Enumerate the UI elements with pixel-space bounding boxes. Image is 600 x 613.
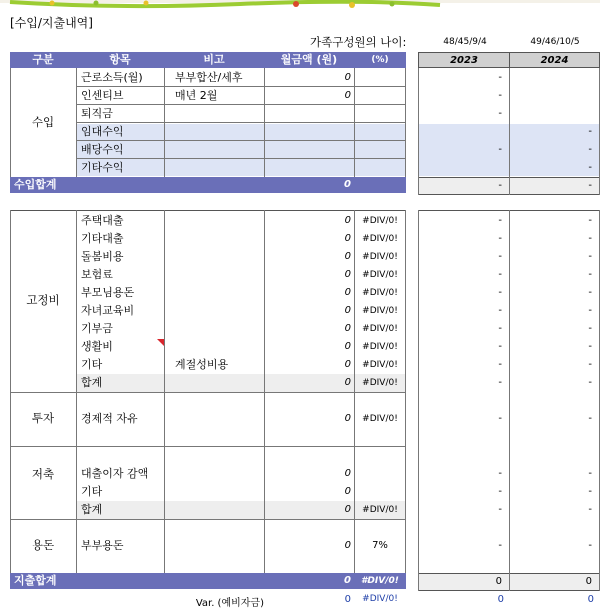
header-item: 항목 — [76, 52, 164, 68]
fixed-2023: - — [498, 233, 502, 244]
grid-line — [405, 210, 406, 573]
fixed-amount[interactable]: 0 — [344, 287, 351, 298]
variance-label: Var. (예비자금) — [195, 598, 264, 609]
income-amount[interactable]: 0 — [344, 72, 351, 83]
savings-total-ratio: #DIV/0! — [362, 505, 398, 515]
expense-total-label: 지출합계 — [10, 573, 130, 589]
expense-total-amount: 0 — [264, 573, 354, 589]
fixed-2023: - — [498, 341, 502, 352]
invest-amount[interactable]: 0 — [344, 413, 351, 424]
grid-line — [76, 158, 406, 159]
expense-total-2023: 0 — [495, 576, 502, 587]
savings-total-2023: - — [498, 504, 502, 515]
fixed-amount[interactable]: 0 — [344, 305, 351, 316]
fixed-item: 기타 — [81, 358, 103, 371]
fixed-item: 생활비 — [81, 340, 113, 353]
grid-line — [264, 68, 265, 177]
fixed-2023: - — [498, 305, 502, 316]
fixed-amount[interactable]: 0 — [344, 269, 351, 280]
income-note: 부부합산/세후 — [175, 71, 243, 84]
fixed-2023: - — [498, 359, 502, 370]
header-decoration — [0, 0, 600, 9]
invest-2023: - — [498, 413, 502, 424]
fixed-ratio: #DIV/0! — [362, 324, 398, 334]
allowance-2024: - — [588, 540, 592, 551]
income-total-2024: - — [588, 180, 592, 191]
variance-2023: 0 — [497, 594, 504, 605]
family-ages-label: 가족구성원의 나이: — [310, 35, 407, 49]
income-2023: - — [498, 90, 502, 101]
savings-total-amount: 0 — [344, 504, 351, 515]
fixed-2023: - — [498, 251, 502, 262]
savings-item: 대출이자 감액 — [81, 467, 149, 480]
income-amount[interactable]: 0 — [344, 90, 351, 101]
fixed-2024: - — [588, 215, 592, 226]
allowance-item: 부부용돈 — [81, 539, 124, 552]
income-2024: - — [588, 162, 592, 173]
savings-2024: - — [588, 486, 592, 497]
fixed-ratio: #DIV/0! — [362, 216, 398, 226]
grid-line — [10, 519, 406, 520]
fixed-ratio: #DIV/0! — [362, 288, 398, 298]
fixed-item: 기부금 — [81, 322, 113, 335]
income-item: 인센티브 — [81, 89, 124, 102]
variance-amount: 0 — [344, 594, 351, 605]
variance-2024: 0 — [587, 594, 594, 605]
fixed-ratio: #DIV/0! — [362, 234, 398, 244]
grid-line — [509, 68, 510, 195]
grid-line — [76, 68, 77, 177]
fixed-item: 돌봄비용 — [81, 250, 124, 263]
grid-line — [10, 210, 406, 211]
allowance-ratio: 7% — [372, 540, 388, 551]
income-2024: - — [588, 144, 592, 155]
fixed-item: 보험료 — [81, 268, 113, 281]
fixed-item: 기타대출 — [81, 232, 124, 245]
fixed-category: 고정비 — [26, 293, 60, 307]
year-2024: 2024 — [509, 52, 600, 68]
grid-line — [354, 210, 355, 573]
fixed-total-ratio: #DIV/0! — [362, 378, 398, 388]
fixed-2024: - — [588, 305, 592, 316]
grid-line — [418, 68, 419, 195]
header-monthly: 월금액 (원) — [264, 52, 354, 68]
grid-line — [76, 122, 406, 123]
savings-2023: - — [498, 468, 502, 479]
income-item: 임대수익 — [81, 125, 124, 138]
allowance-2023: - — [498, 540, 502, 551]
income-2024: - — [588, 126, 592, 137]
fixed-ratio: #DIV/0! — [362, 342, 398, 352]
savings-amount[interactable]: 0 — [344, 468, 351, 479]
savings-2024: - — [588, 468, 592, 479]
expense-total-ratio: #DIV/0! — [354, 573, 406, 589]
fixed-amount[interactable]: 0 — [344, 215, 351, 226]
fixed-note: 계절성비용 — [175, 358, 229, 371]
allowance-category: 용돈 — [31, 538, 55, 552]
income-item: 기타수익 — [81, 161, 124, 174]
allowance-amount[interactable]: 0 — [344, 540, 351, 551]
grid-line — [164, 210, 165, 573]
fixed-2023: - — [498, 269, 502, 280]
fixed-ratio: #DIV/0! — [362, 306, 398, 316]
age-header-2024: 49/46/10/5 — [530, 37, 580, 47]
income-item: 배당수익 — [81, 143, 124, 156]
income-item: 퇴직금 — [81, 107, 113, 120]
grid-line — [354, 68, 355, 177]
expense-total-2024: 0 — [585, 576, 592, 587]
header-ratio: (%) — [354, 52, 406, 68]
fixed-2024: - — [588, 287, 592, 298]
invest-2024: - — [588, 413, 592, 424]
fixed-total-2023: - — [498, 377, 502, 388]
income-note: 매년 2월 — [175, 89, 218, 102]
fixed-total-label: 합계 — [81, 376, 103, 389]
grid-line — [76, 210, 77, 573]
grid-line — [509, 210, 510, 591]
fixed-2024: - — [588, 359, 592, 370]
income-2023: - — [498, 108, 502, 119]
grid-line — [10, 446, 406, 447]
fixed-amount[interactable]: 0 — [344, 323, 351, 334]
income-item: 근로소득(월) — [81, 71, 143, 84]
grid-line — [164, 68, 165, 177]
page-title: [수입/지출내역] — [10, 16, 93, 30]
fixed-2023: - — [498, 323, 502, 334]
invest-ratio: #DIV/0! — [362, 414, 398, 424]
fixed-item: 부모님용돈 — [81, 286, 135, 299]
savings-2023: - — [498, 486, 502, 497]
fixed-total-2024: - — [588, 377, 592, 388]
fixed-amount[interactable]: 0 — [344, 233, 351, 244]
grid-line — [264, 210, 265, 573]
fixed-2024: - — [588, 269, 592, 280]
grid-line — [10, 210, 11, 573]
fixed-item: 자녀교육비 — [81, 304, 135, 317]
fixed-amount[interactable]: 0 — [344, 359, 351, 370]
header-category: 구분 — [10, 52, 76, 68]
variance-ratio: #DIV/0! — [362, 594, 398, 604]
grid-line — [76, 86, 406, 87]
year-2023: 2023 — [418, 52, 510, 68]
fixed-total-amount: 0 — [344, 377, 351, 388]
grid-line — [418, 210, 419, 591]
fixed-amount[interactable]: 0 — [344, 341, 351, 352]
grid-line — [10, 392, 406, 393]
fixed-2024: - — [588, 251, 592, 262]
fixed-item: 주택대출 — [81, 214, 124, 227]
income-total-2023: - — [498, 180, 502, 191]
savings-amount[interactable]: 0 — [344, 486, 351, 497]
fixed-2024: - — [588, 323, 592, 334]
grid-line — [10, 68, 11, 177]
fixed-2024: - — [588, 341, 592, 352]
savings-total-label: 합계 — [81, 503, 103, 516]
savings-total-2024: - — [588, 504, 592, 515]
income-2023: - — [498, 72, 502, 83]
income-2023: - — [498, 144, 502, 155]
fixed-ratio: #DIV/0! — [362, 252, 398, 262]
fixed-ratio: #DIV/0! — [362, 270, 398, 280]
savings-category: 저축 — [31, 467, 55, 481]
age-header-2023: 48/45/9/4 — [443, 37, 487, 47]
grid-line — [405, 68, 406, 177]
invest-item: 경제적 자유 — [81, 412, 138, 425]
fixed-ratio: #DIV/0! — [362, 360, 398, 370]
fixed-2023: - — [498, 215, 502, 226]
fixed-amount[interactable]: 0 — [344, 251, 351, 262]
fixed-2023: - — [498, 287, 502, 298]
savings-item: 기타 — [81, 485, 103, 498]
invest-category: 투자 — [31, 411, 55, 425]
header-note: 비고 — [164, 52, 264, 68]
income-category: 수입 — [31, 115, 55, 129]
grid-line — [76, 104, 406, 105]
income-total-amount: 0 — [264, 177, 354, 193]
grid-line — [76, 140, 406, 141]
income-total-label: 수입합계 — [10, 177, 130, 193]
fixed-2024: - — [588, 233, 592, 244]
comment-indicator-icon[interactable] — [157, 339, 164, 346]
